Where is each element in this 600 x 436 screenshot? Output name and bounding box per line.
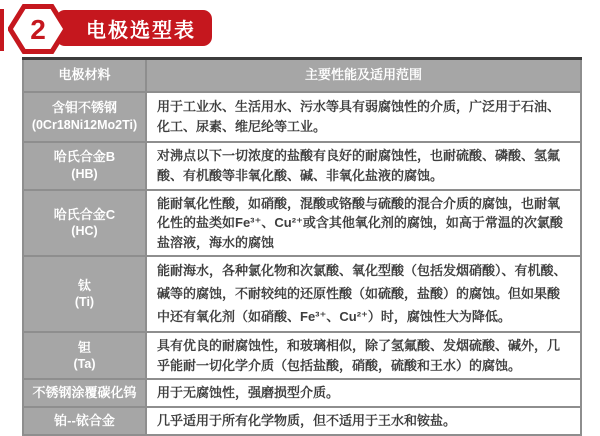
material-code: (0Cr18Ni12Mo2Ti) xyxy=(31,117,138,132)
material-name: 铂--铱合金 xyxy=(54,412,115,428)
material-code: (Ti) xyxy=(74,295,95,310)
table-row xyxy=(23,379,581,407)
description-cell: 对沸点以下一切浓度的盐酸有良好的耐腐蚀性，也耐硫酸、磷酸、氢氟酸、有机酸等非氧化酸、碱、非氧化盐液的腐蚀。 xyxy=(146,142,581,190)
description-cell: 能耐氧化性酸，如硝酸，混酸或铬酸与硫酸的混合介质的腐蚀，也耐氧化性的盐类如Fe³⁺、Cu²⁺或含其他氧化剂的腐蚀，如高于常温的次氯酸盐溶液，海水的腐蚀 xyxy=(146,190,581,257)
left-accent-stripe xyxy=(0,9,4,51)
hexagon-number-badge xyxy=(8,3,68,55)
description-cell: 用于无腐蚀性，强磨损型介质。 xyxy=(146,379,581,407)
description-cell: 具有优良的耐腐蚀性，和玻璃相似，除了氢氟酸、发烟硫酸、碱外，几乎能耐一切化学介质（包括盐酸，硝酸，硫酸和王水）的腐蚀。 xyxy=(146,332,581,379)
material-name: 钽 xyxy=(77,339,91,355)
table-header-row xyxy=(23,59,581,92)
material-name: 含钼不锈钢 xyxy=(51,100,117,116)
page-title: 电极选型表 xyxy=(86,19,196,42)
material-cell xyxy=(23,190,146,257)
material-name: 不锈钢涂覆碳化钨 xyxy=(32,385,137,401)
material-cell xyxy=(23,256,146,332)
electrode-selection-table xyxy=(22,57,582,436)
page-header xyxy=(0,0,600,57)
material-code: (Ta) xyxy=(73,357,96,372)
badge-number: 2 xyxy=(30,14,46,45)
table-row xyxy=(23,332,581,379)
table-row xyxy=(23,190,581,257)
material-name: 哈氏合金B xyxy=(53,149,116,165)
material-code: (HB) xyxy=(71,166,98,181)
header-description: 主要性能及适用范围 xyxy=(146,59,581,92)
material-code: (HC) xyxy=(71,224,98,239)
material-name: 哈氏合金C xyxy=(53,206,116,222)
table-row xyxy=(23,256,581,332)
table-row xyxy=(23,142,581,190)
description-cell: 能耐海水，各种氯化物和次氯酸、氧化型酸（包括发烟硝酸）、有机酸、碱等的腐蚀，不耐较纯的还原性酸（如硫酸，盐酸）的腐蚀。但如果酸中还有氧化剂（如硝酸、Fe³⁺、Cu²⁺）时，腐蚀性大为降低。 xyxy=(146,256,581,332)
material-cell xyxy=(23,142,146,190)
material-cell xyxy=(23,92,146,142)
material-name: 钛 xyxy=(77,277,91,293)
material-cell xyxy=(23,379,146,407)
table-row xyxy=(23,92,581,142)
material-cell xyxy=(23,332,146,379)
description-cell: 用于工业水、生活用水、污水等具有弱腐蚀性的介质，广泛用于石油、化工、尿素、维尼纶等工业。 xyxy=(146,92,581,142)
title-banner xyxy=(56,10,212,46)
description-cell: 几乎适用于所有化学物质，但不适用于王水和铵盐。 xyxy=(146,407,581,435)
header-material: 电极材料 xyxy=(23,59,146,92)
